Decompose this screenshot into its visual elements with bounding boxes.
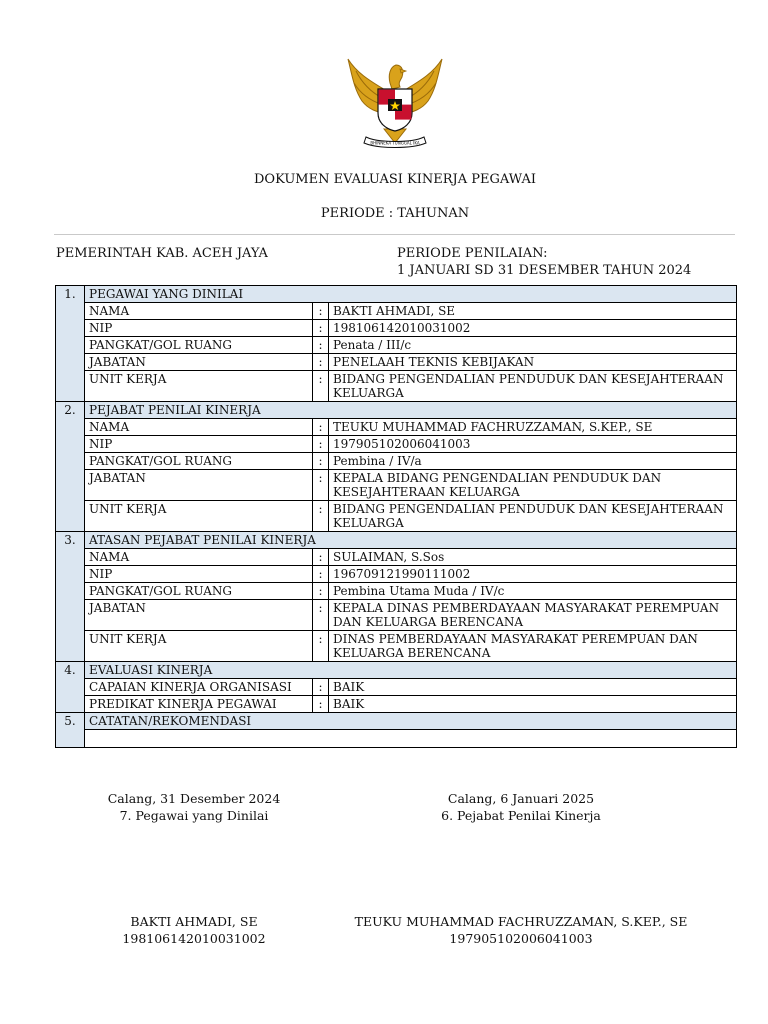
divider [54,234,735,235]
table-row [56,679,737,696]
field-separator: : [313,470,329,501]
section-title: PEGAWAI YANG DINILAI [85,286,737,303]
field-separator: : [313,549,329,566]
field-separator: : [313,371,329,402]
field-separator: : [313,320,329,337]
field-label: NAMA [85,303,313,320]
table-row [56,566,737,583]
field-label: UNIT KERJA [85,501,313,532]
field-label: PREDIKAT KINERJA PEGAWAI [85,696,313,713]
field-label: PANGKAT/GOL RUANG [85,583,313,600]
signature-right-identity [330,913,712,947]
instansi-label: PEMERINTAH KAB. ACEH JAYA [56,246,268,261]
field-separator: : [313,583,329,600]
document-title: DOKUMEN EVALUASI KINERJA PEGAWAI [254,172,536,187]
signature-right-nip: 197905102006041003 [449,931,593,946]
field-separator: : [313,566,329,583]
table-row [56,583,737,600]
table-row [56,600,737,631]
section-number: 3. [56,532,85,662]
field-value: 197905102006041003 [329,436,737,453]
field-separator: : [313,354,329,371]
field-value: BAIK [329,696,737,713]
section-number: 1. [56,286,85,402]
section-title: ATASAN PEJABAT PENILAI KINERJA [85,532,737,549]
field-separator: : [313,501,329,532]
field-separator: : [313,679,329,696]
section-title: CATATAN/REKOMENDASI [85,713,737,730]
field-value: 196709121990111002 [329,566,737,583]
signature-right-role: 6. Pejabat Penilai Kinerja [441,808,601,823]
field-value: KEPALA DINAS PEMBERDAYAAN MASYARAKAT PEREMPUAN DAN KELUARGA BERENCANA [329,600,737,631]
field-separator: : [313,453,329,470]
evaluation-table [55,285,737,748]
field-value: BAKTI AHMADI, SE [329,303,737,320]
signature-left-block [54,790,334,824]
field-label: PANGKAT/GOL RUANG [85,337,313,354]
evaluation-table-body [56,286,737,748]
field-label: UNIT KERJA [85,631,313,662]
field-value: BIDANG PENGENDALIAN PENDUDUK DAN KESEJAHTERAAN KELUARGA [329,501,737,532]
signature-right-block [380,790,662,824]
field-label: CAPAIAN KINERJA ORGANISASI [85,679,313,696]
table-row [56,371,737,402]
table-row [56,436,737,453]
signature-right-place-date: Calang, 6 Januari 2025 [447,791,595,806]
table-row [56,453,737,470]
field-label: JABATAN [85,470,313,501]
field-value: Pembina / IV/a [329,453,737,470]
signature-left-name: BAKTI AHMADI, SE [130,914,258,929]
field-separator: : [313,303,329,320]
field-label: NIP [85,566,313,583]
field-value: Pembina Utama Muda / IV/c [329,583,737,600]
field-label: NAMA [85,419,313,436]
periode-penilaian-label: PERIODE PENILAIAN: [397,246,548,261]
table-row [56,354,737,371]
section-title: EVALUASI KINERJA [85,662,737,679]
section-title: PEJABAT PENILAI KINERJA [85,402,737,419]
emblem-motto: BHINNEKA TUNGGAL IKA [370,140,420,146]
field-label: JABATAN [85,600,313,631]
field-value: 198106142010031002 [329,320,737,337]
field-value: DINAS PEMBERDAYAAN MASYARAKAT PEREMPUAN DAN KELUARGA BERENCANA [329,631,737,662]
field-label: NIP [85,436,313,453]
field-separator: : [313,419,329,436]
field-separator: : [313,631,329,662]
field-value: SULAIMAN, S.Sos [329,549,737,566]
table-row [56,320,737,337]
field-value: BIDANG PENGENDALIAN PENDUDUK DAN KESEJAHTERAAN KELUARGA [329,371,737,402]
table-row [56,303,737,320]
table-row [56,337,737,354]
field-label: JABATAN [85,354,313,371]
section-number: 2. [56,402,85,532]
field-label: PANGKAT/GOL RUANG [85,453,313,470]
field-separator: : [313,436,329,453]
table-row [56,419,737,436]
field-value: BAIK [329,679,737,696]
field-value: PENELAAH TEKNIS KEBIJAKAN [329,354,737,371]
field-value: TEUKU MUHAMMAD FACHRUZZAMAN, S.KEP., SE [329,419,737,436]
field-value: KEPALA BIDANG PENGENDALIAN PENDUDUK DAN KESEJAHTERAAN KELUARGA [329,470,737,501]
table-row [56,501,737,532]
signature-right-name: TEUKU MUHAMMAD FACHRUZZAMAN, S.KEP., SE [354,914,688,929]
signature-left-place-date: Calang, 31 Desember 2024 [107,791,281,806]
periode-penilaian-value: 1 JANUARI SD 31 DESEMBER TAHUN 2024 [397,263,692,278]
table-row [56,631,737,662]
signature-left-nip: 198106142010031002 [122,931,266,946]
document-periode: PERIODE : TAHUNAN [320,206,470,221]
field-label: UNIT KERJA [85,371,313,402]
table-row [56,470,737,501]
section-number: 4. [56,662,85,713]
section-number: 5. [56,713,85,748]
table-row [56,549,737,566]
field-value: Penata / III/c [329,337,737,354]
signature-left-role: 7. Pegawai yang Dinilai [119,808,269,823]
signature-left-identity [54,913,334,947]
field-separator: : [313,600,329,631]
field-label: NIP [85,320,313,337]
notes-field [85,730,737,748]
garuda-pancasila-emblem [344,53,446,153]
field-separator: : [313,337,329,354]
table-row [56,696,737,713]
field-separator: : [313,696,329,713]
field-label: NAMA [85,549,313,566]
